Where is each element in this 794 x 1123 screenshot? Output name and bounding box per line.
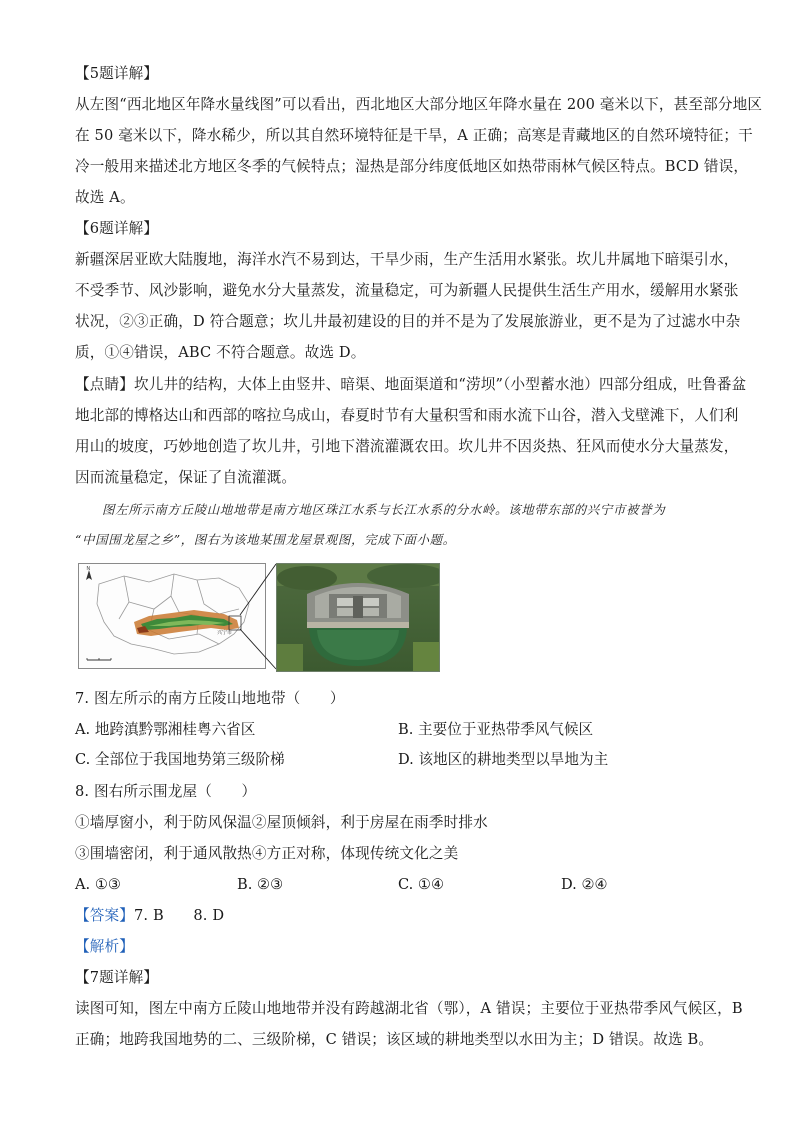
q7-option-b: B. 主要位于亚热带季风气候区	[398, 721, 594, 738]
note-line-1: 【点睛】坎儿井的结构，大体上由竖井、暗渠、地面渠道和“涝坝”（小型蓄水池）四部分组成，吐鲁番盆	[75, 376, 747, 393]
note-line-3: 用山的坡度，巧妙地创造了坎儿井，引地下潜流灌溉农田。坎儿井不因炎热、狂风而使水分大量蒸发，	[75, 438, 739, 455]
q8-option-a: A. ①③	[75, 876, 121, 893]
answer-label: 【答案】	[75, 907, 134, 924]
q8-statement-1: ①墙厚窗小，利于防风保温②屋顶倾斜，利于房屋在雨季时排水	[75, 814, 488, 831]
svg-text:N: N	[86, 566, 91, 572]
analysis-label: 【解析】	[75, 938, 134, 955]
answer-text: 7. B 8. D	[133, 907, 225, 924]
map-label-xingning: 兴宁市	[217, 630, 233, 636]
q8-stem: 8. 图右所示围龙屋（ ）	[75, 783, 257, 800]
q5-line-3: 冷一般用来描述北方地区冬季的气候特点；湿热是部分纬度低地区如热带雨林气候区特点。BCD 错误，	[75, 158, 749, 175]
q6-line-3: 状况，②③正确，D 符合题意；坎儿井最初建设的目的并不是为了发展旅游业，更不是为了过滤水中杂	[75, 313, 741, 330]
q7-option-a: A. 地跨滇黔鄂湘桂粤六省区	[75, 721, 256, 738]
q5-heading: 【5题详解】	[75, 65, 159, 82]
q7-option-d: D. 该地区的耕地类型以旱地为主	[398, 751, 609, 768]
q7-heading: 【7题详解】	[75, 969, 159, 986]
south-hills-map	[78, 563, 266, 669]
note-line-4: 因而流量稳定，保证了自流灌溉。	[75, 469, 297, 486]
note-line-2: 地北部的博格达山和西部的喀拉乌成山，春夏时节有大量积雪和雨水流下山谷，潜入戈壁滩下，人们利	[75, 407, 739, 424]
q5-line-4: 故选 A。	[75, 189, 135, 206]
q7-explain-line-1: 读图可知，图左中南方丘陵山地地带并没有跨越湖北省（鄂），A 错误；主要位于亚热带季风气候区，B	[75, 1000, 743, 1017]
q8-option-b: B. ②③	[237, 876, 284, 893]
intro-line-1: 图左所示南方丘陵山地地带是南方地区珠江水系与长江水系的分水岭。该地带东部的兴宁市被誉为	[102, 502, 666, 517]
q6-heading: 【6题详解】	[75, 220, 159, 237]
q5-line-2: 在 50 毫米以下，降水稀少，所以其自然环境特征是干旱，A 正确；高寒是青藏地区的自然环境特征；干	[75, 127, 753, 144]
intro-line-2: “中国围龙屋之乡”，图右为该地某围龙屋景观图，完成下面小题。	[75, 532, 456, 547]
q6-line-4: 质，①④错误，ABC 不符合题意。故选 D。	[75, 344, 366, 361]
figure-map-and-photo	[78, 563, 438, 670]
q6-line-2: 不受季节、风沙影响，避免水分大量蒸发，流量稳定，可为新疆人民提供生活生产用水，缓解用水紧张	[75, 282, 739, 299]
scale-bar	[87, 658, 111, 660]
q7-explain-line-2: 正确；地跨我国地势的二、三级阶梯，C 错误；该区域的耕地类型以水田为主；D 错误。故选 B。	[75, 1031, 714, 1048]
answer-line	[75, 906, 720, 926]
q5-line-1: 从左图“西北地区年降水量线图”可以看出，西北地区大部分地区年降水量在 200 毫米以下，甚至部分地区	[75, 96, 763, 113]
q6-line-1: 新疆深居亚欧大陆腹地，海洋水汽不易到达，干旱少雨，生产生活用水紧张。坎儿井属地下暗渠引水，	[75, 251, 739, 268]
weilong-house-photo	[276, 563, 440, 672]
north-arrow-icon	[86, 566, 92, 580]
q8-option-c: C. ①④	[398, 876, 445, 893]
q7-stem: 7. 图左所示的南方丘陵山地地带（ ）	[75, 690, 345, 707]
q7-option-c: C. 全部位于我国地势第三级阶梯	[75, 751, 285, 768]
q8-statement-2: ③围墙密闭，利于通风散热④方正对称，体现传统文化之美	[75, 845, 459, 862]
q8-option-d: D. ②④	[561, 876, 608, 893]
